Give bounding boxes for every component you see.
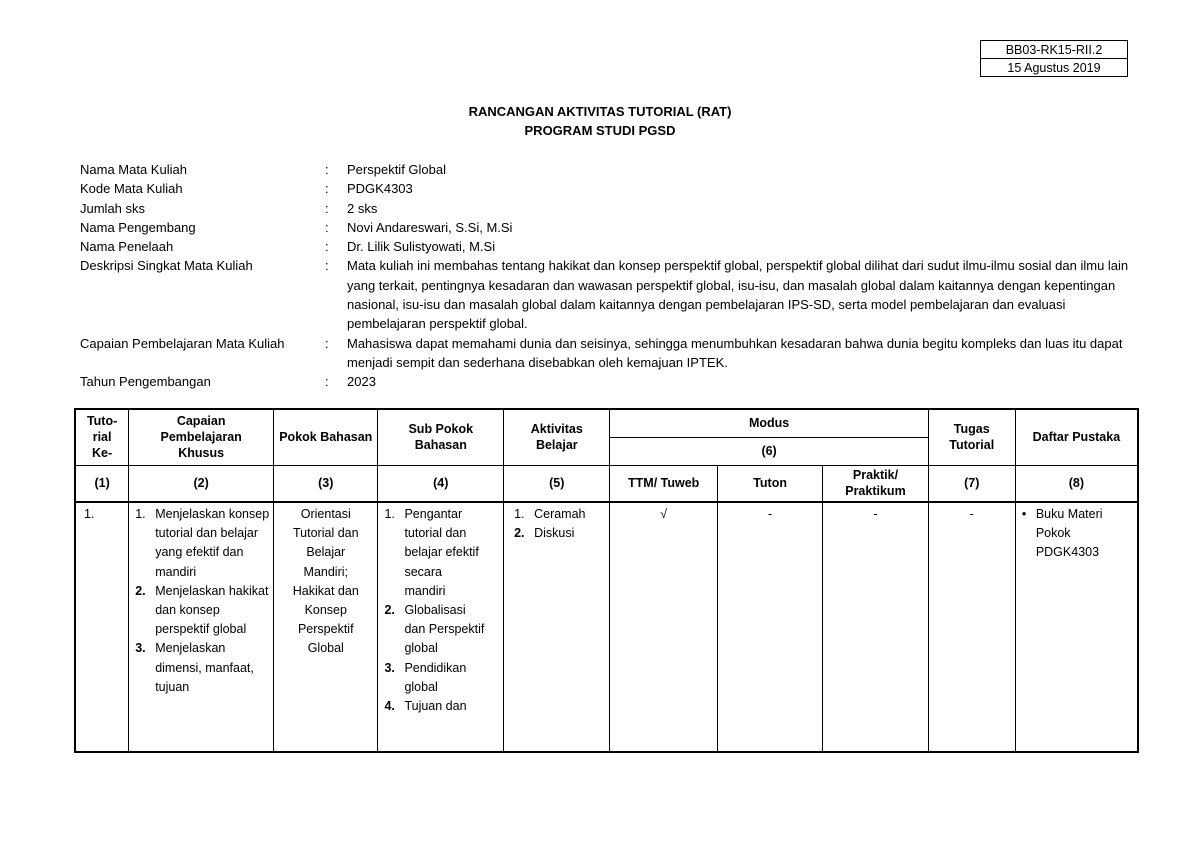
cell-pustaka — [1015, 502, 1138, 752]
header-num-3: (3) — [274, 465, 378, 502]
cell-ttm — [610, 502, 717, 752]
list-item — [129, 505, 273, 582]
list-text: Globalisasi dan Perspektif global — [404, 603, 485, 656]
meta-value: Perspektif Global — [347, 162, 446, 177]
meta-row — [80, 218, 1130, 237]
pustaka-list — [1016, 505, 1137, 563]
list-item — [378, 505, 485, 601]
meta-colon: : — [325, 181, 329, 197]
list-item — [378, 601, 485, 659]
cell-praktik — [823, 502, 928, 752]
header-capaian: Capaian Pembelajaran Khusus — [129, 409, 274, 465]
header-num-7: (7) — [928, 465, 1015, 502]
header-pokok: Pokok Bahasan — [274, 409, 378, 465]
list-number: 1. — [514, 507, 525, 521]
cell-aktivitas — [504, 502, 610, 752]
meta-value: 2 sks — [347, 200, 378, 216]
meta-label: Deskripsi Singkat Mata Kuliah — [80, 258, 253, 274]
header-praktik: Praktik/ Praktikum — [823, 465, 928, 502]
document-code: BB03-RK15-RII.2 — [981, 41, 1128, 59]
header-tugas: Tugas Tutorial — [928, 409, 1015, 465]
tugas-value: - — [969, 507, 974, 521]
cell-sub-pokok — [378, 502, 504, 752]
meta-row — [80, 334, 1130, 373]
list-item — [129, 582, 273, 640]
meta-colon: : — [325, 374, 329, 390]
capaian-list — [129, 505, 273, 697]
cell-capaian — [129, 502, 274, 752]
list-text: Tujuan dan — [404, 699, 467, 714]
pokok-bahasan-text: Orientasi Tutorial dan Belajar Mandiri; Hakikat dan Konsep Perspektif Global — [292, 507, 359, 656]
header-tutorial-line2: rial — [92, 430, 112, 445]
document-code-box — [980, 40, 1128, 77]
meta-row — [80, 199, 1130, 218]
list-number: 2. — [514, 526, 525, 541]
meta-value: Mata kuliah ini membahas tentang hakikat dan konsep perspektif global, perspektif global dilihat dari sudut ilmu-ilmu sosial dan ilmu lain yang terkait, pentingnya kesadaran dan wawasan perspektif global, isu-isu, dan masalah global dalam kaitannya dengan kepentingan nasional, isu-isu dan masalah global dalam kaitannya dengan pembelajaran IPS-SD, serta model pembelajaran dan evaluasi pembelajaran perspektif global. — [347, 258, 1129, 332]
list-text: Ceramah — [534, 507, 586, 521]
meta-row — [80, 237, 1130, 256]
header-tuton: Tuton — [717, 465, 822, 502]
header-pustaka: Daftar Pustaka — [1015, 409, 1138, 465]
list-item — [378, 659, 485, 697]
document-subtitle: PROGRAM STUDI PGSD — [524, 123, 676, 138]
pustaka-text: Buku Materi Pokok PDGK4303 — [1035, 507, 1103, 560]
cell-tugas — [928, 502, 1015, 752]
meta-row — [80, 179, 1130, 198]
meta-label: Nama Pengembang — [80, 219, 196, 235]
tutorial-activity-table — [74, 408, 1139, 753]
meta-colon: : — [325, 200, 329, 216]
list-text: Menjelaskan dimensi, manfaat, tujuan — [155, 641, 254, 694]
meta-value: PDGK4303 — [347, 181, 413, 197]
tuton-value: - — [767, 507, 773, 521]
header-num-2: (2) — [129, 465, 274, 502]
list-item — [508, 505, 609, 524]
meta-row — [80, 256, 1130, 333]
header-modus-number: (6) — [610, 437, 928, 465]
meta-row — [80, 372, 1130, 391]
list-text: Pengantar tutorial dan belajar efektif secara mandiri — [404, 507, 479, 598]
aktivitas-list — [504, 505, 609, 543]
bullet-icon: • — [1021, 507, 1027, 521]
list-item — [508, 524, 609, 543]
list-item — [1016, 505, 1137, 563]
meta-label: Jumlah sks — [80, 200, 146, 216]
meta-label: Tahun Pengembangan — [80, 374, 211, 390]
tutorial-number: 1. — [84, 507, 95, 521]
list-number: 2. — [135, 583, 146, 598]
header-num-4: (4) — [378, 465, 504, 502]
cell-tuton — [717, 502, 822, 752]
header-tutorial-line1: Tuto- — [86, 414, 118, 429]
list-text: Menjelaskan hakikat dan konsep perspektif global — [155, 583, 269, 637]
meta-colon: : — [325, 335, 329, 351]
meta-label: Capaian Pembelajaran Mata Kuliah — [80, 335, 285, 351]
list-number: 1. — [384, 507, 395, 521]
table-row — [75, 502, 1138, 752]
meta-value: Dr. Lilik Sulistyowati, M.Si — [347, 239, 496, 255]
header-tutorial — [75, 409, 129, 465]
list-item — [378, 697, 485, 716]
document-date: 15 Agustus 2019 — [981, 59, 1128, 77]
meta-label: Nama Mata Kuliah — [80, 162, 187, 177]
meta-label: Kode Mata Kuliah — [80, 181, 183, 197]
list-text: Diskusi — [534, 526, 575, 541]
sub-pokok-list — [378, 505, 503, 716]
cell-tutorial-number — [75, 502, 129, 752]
header-ttm: TTM/ Tuweb — [610, 465, 717, 502]
meta-colon: : — [325, 239, 329, 255]
header-num-1: (1) — [75, 465, 129, 502]
list-number: 4. — [384, 699, 395, 714]
meta-colon: : — [325, 258, 329, 274]
header-tutorial-line3: Ke- — [92, 446, 113, 461]
course-info — [80, 160, 1130, 392]
meta-value: 2023 — [347, 374, 376, 390]
header-num-5: (5) — [504, 465, 610, 502]
meta-colon: : — [325, 219, 329, 235]
list-number: 2. — [384, 603, 395, 618]
list-text: Menjelaskan konsep tutorial dan belajar yang efektif dan mandiri — [155, 507, 270, 579]
list-number: 3. — [384, 660, 395, 675]
header-modus: Modus — [610, 409, 928, 437]
meta-value: Novi Andareswari, S.Si, M.Si — [347, 219, 513, 235]
cell-pokok — [274, 502, 378, 752]
header-num-8: (8) — [1015, 465, 1138, 502]
checkmark: √ — [660, 507, 668, 521]
praktik-value: - — [873, 507, 878, 521]
list-number: 3. — [135, 641, 146, 656]
list-item — [129, 639, 273, 697]
meta-label: Nama Penelaah — [80, 239, 174, 255]
list-text: Pendidikan global — [404, 660, 467, 694]
header-sub-pokok: Sub Pokok Bahasan — [378, 409, 504, 465]
meta-value: Mahasiswa dapat memahami dunia dan seisinya, sehingga menumbuhkan kesadaran bahwa dunia begitu kompleks dan luas itu dapat menjadi sempit dan sederhana disebabkan oleh kemajuan IPTEK. — [347, 335, 1123, 370]
header-aktivitas: Aktivitas Belajar — [504, 409, 610, 465]
document-title: RANCANGAN AKTIVITAS TUTORIAL (RAT) — [468, 104, 732, 119]
meta-colon: : — [325, 162, 329, 177]
list-number: 1. — [135, 507, 146, 521]
meta-row — [80, 160, 1130, 179]
